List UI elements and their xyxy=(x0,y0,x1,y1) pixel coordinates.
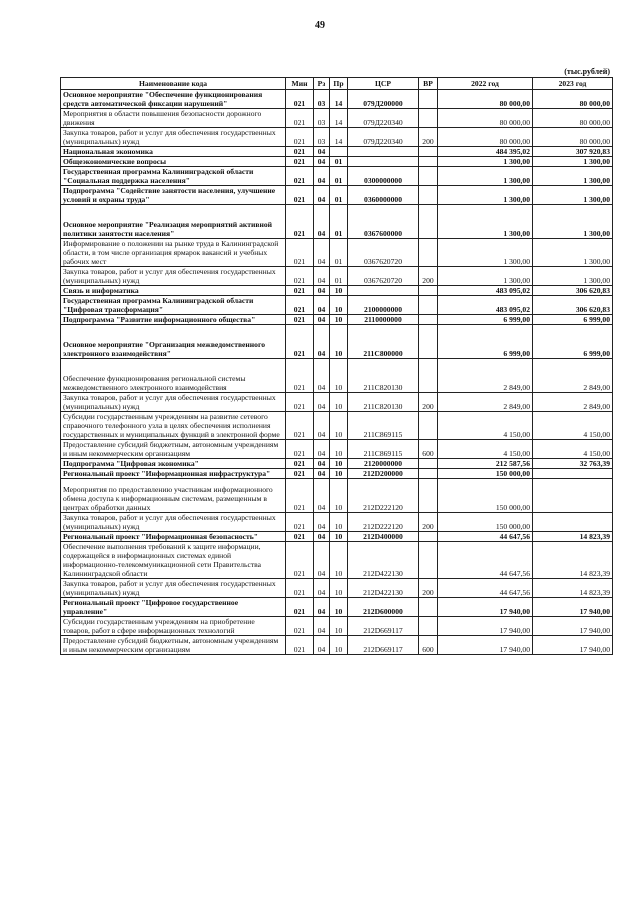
cell-vr: 600 xyxy=(419,440,438,459)
units-label: (тыс.рублей) xyxy=(564,67,610,76)
cell-rz: 04 xyxy=(314,579,330,598)
cell-name: Региональный проект "Информационная безопасность" xyxy=(61,532,286,542)
cell-2022: 1 300,00 xyxy=(438,239,533,267)
cell-min: 021 xyxy=(286,286,314,296)
cell-rz: 04 xyxy=(314,412,330,440)
cell-vr: 200 xyxy=(419,579,438,598)
cell-name: Подпрограмма "Содействие занятости населения, улучшение условий и охраны труда" xyxy=(61,186,286,205)
cell-rz: 04 xyxy=(314,636,330,655)
cell-2022: 6 999,00 xyxy=(438,325,533,359)
cell-csr: 212D222120 xyxy=(348,479,419,513)
cell-2023: 6 999,00 xyxy=(533,325,613,359)
cell-pr: 10 xyxy=(330,542,348,579)
cell-min: 021 xyxy=(286,598,314,617)
cell-pr: 14 xyxy=(330,109,348,128)
cell-vr xyxy=(419,147,438,157)
cell-csr: 212D669117 xyxy=(348,636,419,655)
header-2022: 2022 год xyxy=(438,78,533,90)
table-row xyxy=(61,267,613,286)
cell-pr: 10 xyxy=(330,325,348,359)
cell-vr xyxy=(419,617,438,636)
cell-csr: 211С820130 xyxy=(348,359,419,393)
cell-name: Общеэкономические вопросы xyxy=(61,157,286,167)
cell-csr: 212D669117 xyxy=(348,617,419,636)
table-row xyxy=(61,542,613,579)
cell-csr: 2100000000 xyxy=(348,296,419,315)
cell-min: 021 xyxy=(286,267,314,286)
cell-name: Закупка товаров, работ и услуг для обеспечения государственных (муниципальных) нужд xyxy=(61,128,286,147)
cell-vr: 200 xyxy=(419,393,438,412)
cell-pr: 10 xyxy=(330,412,348,440)
table-row xyxy=(61,636,613,655)
cell-2022: 44 647,56 xyxy=(438,579,533,598)
cell-rz: 04 xyxy=(314,239,330,267)
cell-rz: 04 xyxy=(314,479,330,513)
cell-name: Закупка товаров, работ и услуг для обеспечения государственных (муниципальных) нужд xyxy=(61,393,286,412)
cell-pr: 10 xyxy=(330,469,348,479)
cell-min: 021 xyxy=(286,296,314,315)
cell-csr: 0367600000 xyxy=(348,205,419,239)
cell-csr: 212D222120 xyxy=(348,513,419,532)
cell-vr xyxy=(419,239,438,267)
table-row xyxy=(61,479,613,513)
cell-2022: 483 095,02 xyxy=(438,296,533,315)
cell-rz: 04 xyxy=(314,617,330,636)
cell-2022: 1 300,00 xyxy=(438,167,533,186)
cell-2023: 14 823,39 xyxy=(533,532,613,542)
cell-2023: 14 823,39 xyxy=(533,579,613,598)
cell-min: 021 xyxy=(286,542,314,579)
header-name: Наименование кода xyxy=(61,78,286,90)
cell-min: 021 xyxy=(286,412,314,440)
cell-pr: 10 xyxy=(330,315,348,325)
cell-2022: 80 000,00 xyxy=(438,128,533,147)
header-2023: 2023 год xyxy=(533,78,613,90)
cell-min: 021 xyxy=(286,325,314,359)
table-row xyxy=(61,186,613,205)
cell-rz: 04 xyxy=(314,147,330,157)
cell-csr: 079Д200000 xyxy=(348,90,419,109)
cell-min: 021 xyxy=(286,532,314,542)
cell-pr: 01 xyxy=(330,167,348,186)
cell-2023: 2 849,00 xyxy=(533,359,613,393)
cell-pr xyxy=(330,147,348,157)
cell-csr: 212D422130 xyxy=(348,542,419,579)
cell-csr: 0367620720 xyxy=(348,267,419,286)
cell-2023: 14 823,39 xyxy=(533,542,613,579)
cell-rz: 04 xyxy=(314,296,330,315)
cell-rz: 04 xyxy=(314,393,330,412)
cell-vr xyxy=(419,205,438,239)
cell-2023 xyxy=(533,479,613,513)
cell-csr: 0367620720 xyxy=(348,239,419,267)
cell-csr: 2110000000 xyxy=(348,315,419,325)
cell-2022: 150 000,00 xyxy=(438,479,533,513)
cell-name: Основное мероприятие "Обеспечение функционирования средств автоматической фиксации нарушений" xyxy=(61,90,286,109)
cell-vr xyxy=(419,469,438,479)
cell-min: 021 xyxy=(286,147,314,157)
cell-2023: 4 150,00 xyxy=(533,412,613,440)
cell-name: Обеспечение функционирования региональной системы межведомственного электронного взаимодействия xyxy=(61,359,286,393)
header-pr: Пр xyxy=(330,78,348,90)
cell-min: 021 xyxy=(286,167,314,186)
cell-csr: 0360000000 xyxy=(348,186,419,205)
table-row xyxy=(61,440,613,459)
cell-rz: 04 xyxy=(314,157,330,167)
table-row xyxy=(61,286,613,296)
cell-name: Обеспечение выполнения требований к защите информации, содержащейся в информационных системах единой информационно-телекоммуникационной сети Правительства Калининградской области xyxy=(61,542,286,579)
cell-rz: 04 xyxy=(314,598,330,617)
cell-2022: 2 849,00 xyxy=(438,359,533,393)
cell-csr: 211С800000 xyxy=(348,325,419,359)
cell-pr: 10 xyxy=(330,393,348,412)
cell-name: Национальная экономика xyxy=(61,147,286,157)
cell-2022: 2 849,00 xyxy=(438,393,533,412)
cell-csr xyxy=(348,147,419,157)
cell-min: 021 xyxy=(286,579,314,598)
cell-2022: 44 647,56 xyxy=(438,542,533,579)
cell-rz: 04 xyxy=(314,286,330,296)
cell-2022: 483 095,02 xyxy=(438,286,533,296)
cell-2023: 17 940,00 xyxy=(533,636,613,655)
cell-min: 021 xyxy=(286,359,314,393)
cell-name: Региональный проект "Цифровое государственное управление" xyxy=(61,598,286,617)
cell-min: 021 xyxy=(286,459,314,469)
cell-vr xyxy=(419,412,438,440)
cell-csr: 0300000000 xyxy=(348,167,419,186)
cell-rz: 04 xyxy=(314,359,330,393)
cell-rz: 04 xyxy=(314,542,330,579)
cell-min: 021 xyxy=(286,440,314,459)
cell-csr: 212D422130 xyxy=(348,579,419,598)
cell-2022: 17 940,00 xyxy=(438,636,533,655)
cell-2023 xyxy=(533,469,613,479)
cell-pr: 14 xyxy=(330,90,348,109)
cell-name: Предоставление субсидий бюджетным, автономным учреждениям и иным некоммерческим организациям xyxy=(61,440,286,459)
cell-rz: 03 xyxy=(314,90,330,109)
table-row xyxy=(61,359,613,393)
cell-csr: 079Д220340 xyxy=(348,128,419,147)
cell-2022: 4 150,00 xyxy=(438,440,533,459)
cell-2023: 6 999,00 xyxy=(533,315,613,325)
table-row xyxy=(61,90,613,109)
cell-name: Государственная программа Калининградской области "Цифровая трансформация" xyxy=(61,296,286,315)
cell-2023: 1 300,00 xyxy=(533,239,613,267)
cell-rz: 04 xyxy=(314,325,330,359)
cell-min: 021 xyxy=(286,513,314,532)
cell-vr xyxy=(419,359,438,393)
cell-2023 xyxy=(533,513,613,532)
cell-2022: 17 940,00 xyxy=(438,598,533,617)
cell-vr xyxy=(419,532,438,542)
table-row xyxy=(61,325,613,359)
cell-min: 021 xyxy=(286,636,314,655)
table-row xyxy=(61,598,613,617)
cell-min: 021 xyxy=(286,479,314,513)
cell-min: 021 xyxy=(286,109,314,128)
cell-csr: 079Д220340 xyxy=(348,109,419,128)
cell-pr: 10 xyxy=(330,617,348,636)
cell-pr: 14 xyxy=(330,128,348,147)
cell-pr: 10 xyxy=(330,513,348,532)
cell-vr xyxy=(419,479,438,513)
cell-name: Закупка товаров, работ и услуг для обеспечения государственных (муниципальных) нужд xyxy=(61,267,286,286)
table-row xyxy=(61,315,613,325)
cell-min: 021 xyxy=(286,157,314,167)
cell-min: 021 xyxy=(286,186,314,205)
cell-name: Основное мероприятие "Организация межведомственного электронного взаимодействия" xyxy=(61,325,286,359)
cell-name: Субсидии государственным учреждениям на приобретение товаров, работ в сфере информационных технологий xyxy=(61,617,286,636)
cell-pr: 01 xyxy=(330,267,348,286)
cell-2023: 1 300,00 xyxy=(533,186,613,205)
cell-rz: 04 xyxy=(314,459,330,469)
table-row xyxy=(61,205,613,239)
cell-name: Информирование о положении на рынке труда в Калининградской области, в том числе организация ярмарок вакансий и учебных рабочих мест xyxy=(61,239,286,267)
cell-pr: 10 xyxy=(330,359,348,393)
cell-2023: 1 300,00 xyxy=(533,157,613,167)
cell-min: 021 xyxy=(286,469,314,479)
cell-2022: 484 395,02 xyxy=(438,147,533,157)
cell-name: Государственная программа Калининградской области "Социальная поддержка населения" xyxy=(61,167,286,186)
header-min: Мин xyxy=(286,78,314,90)
cell-2023: 1 300,00 xyxy=(533,267,613,286)
cell-2023: 80 000,00 xyxy=(533,109,613,128)
table-row xyxy=(61,167,613,186)
header-csr: ЦСР xyxy=(348,78,419,90)
header-vr: ВР xyxy=(419,78,438,90)
table-row xyxy=(61,157,613,167)
cell-csr: 212D200000 xyxy=(348,469,419,479)
cell-rz: 03 xyxy=(314,128,330,147)
cell-pr: 10 xyxy=(330,598,348,617)
cell-rz: 04 xyxy=(314,315,330,325)
table-row xyxy=(61,412,613,440)
cell-vr xyxy=(419,598,438,617)
table-row xyxy=(61,109,613,128)
table-body xyxy=(61,90,613,655)
cell-2023: 1 300,00 xyxy=(533,205,613,239)
cell-name: Связь и информатика xyxy=(61,286,286,296)
cell-csr xyxy=(348,157,419,167)
cell-2022: 150 000,00 xyxy=(438,513,533,532)
cell-rz: 04 xyxy=(314,513,330,532)
table-row xyxy=(61,617,613,636)
cell-vr: 200 xyxy=(419,513,438,532)
cell-min: 021 xyxy=(286,239,314,267)
cell-vr xyxy=(419,90,438,109)
cell-name: Закупка товаров, работ и услуг для обеспечения государственных (муниципальных) нужд xyxy=(61,579,286,598)
cell-csr: 212D600000 xyxy=(348,598,419,617)
budget-table xyxy=(60,77,613,655)
cell-pr: 01 xyxy=(330,239,348,267)
cell-2023: 32 763,39 xyxy=(533,459,613,469)
cell-2023: 80 000,00 xyxy=(533,90,613,109)
cell-rz: 03 xyxy=(314,109,330,128)
cell-2022: 17 940,00 xyxy=(438,617,533,636)
cell-2022: 44 647,56 xyxy=(438,532,533,542)
table-row xyxy=(61,147,613,157)
cell-2022: 4 150,00 xyxy=(438,412,533,440)
cell-rz: 04 xyxy=(314,267,330,286)
cell-2022: 212 587,56 xyxy=(438,459,533,469)
table-row xyxy=(61,459,613,469)
cell-vr xyxy=(419,109,438,128)
cell-2023: 307 920,83 xyxy=(533,147,613,157)
cell-vr xyxy=(419,167,438,186)
cell-pr: 10 xyxy=(330,440,348,459)
cell-vr xyxy=(419,325,438,359)
cell-vr xyxy=(419,315,438,325)
cell-name: Субсидии государственным учреждениям на развитие сетевого справочного телефонного узла в целях обеспечения исполнения государственных и муниципальных функций в электронной форме xyxy=(61,412,286,440)
cell-2022: 1 300,00 xyxy=(438,205,533,239)
cell-2022: 80 000,00 xyxy=(438,90,533,109)
cell-name: Региональный проект "Информационная инфраструктура" xyxy=(61,469,286,479)
cell-2022: 150 000,00 xyxy=(438,469,533,479)
cell-vr xyxy=(419,459,438,469)
table-row xyxy=(61,296,613,315)
cell-name: Подпрограмма "Развитие информационного общества" xyxy=(61,315,286,325)
table-row xyxy=(61,239,613,267)
cell-min: 021 xyxy=(286,617,314,636)
cell-2023: 1 300,00 xyxy=(533,167,613,186)
cell-2022: 6 999,00 xyxy=(438,315,533,325)
cell-pr: 10 xyxy=(330,579,348,598)
cell-csr: 2120000000 xyxy=(348,459,419,469)
cell-pr: 10 xyxy=(330,636,348,655)
cell-2023: 17 940,00 xyxy=(533,598,613,617)
cell-2023: 4 150,00 xyxy=(533,440,613,459)
cell-csr: 212D400000 xyxy=(348,532,419,542)
cell-pr: 10 xyxy=(330,479,348,513)
cell-csr xyxy=(348,286,419,296)
table-row xyxy=(61,469,613,479)
cell-name: Закупка товаров, работ и услуг для обеспечения государственных (муниципальных) нужд xyxy=(61,513,286,532)
cell-vr: 200 xyxy=(419,128,438,147)
cell-pr: 10 xyxy=(330,459,348,469)
cell-name: Подпрограмма "Цифровая экономика" xyxy=(61,459,286,469)
cell-csr: 211С820130 xyxy=(348,393,419,412)
cell-2023: 80 000,00 xyxy=(533,128,613,147)
cell-min: 021 xyxy=(286,205,314,239)
cell-name: Основное мероприятие "Реализация мероприятий активной политики занятости населения" xyxy=(61,205,286,239)
cell-min: 021 xyxy=(286,90,314,109)
cell-2022: 1 300,00 xyxy=(438,267,533,286)
cell-vr xyxy=(419,296,438,315)
cell-vr xyxy=(419,542,438,579)
cell-name: Предоставление субсидий бюджетным, автономным учреждениям и иным некоммерческим организациям xyxy=(61,636,286,655)
cell-vr: 600 xyxy=(419,636,438,655)
cell-rz: 04 xyxy=(314,440,330,459)
table-row xyxy=(61,513,613,532)
cell-rz: 04 xyxy=(314,167,330,186)
cell-2023: 17 940,00 xyxy=(533,617,613,636)
cell-pr: 01 xyxy=(330,186,348,205)
cell-2023: 306 620,83 xyxy=(533,296,613,315)
cell-vr xyxy=(419,186,438,205)
table-row xyxy=(61,532,613,542)
cell-min: 021 xyxy=(286,128,314,147)
cell-vr xyxy=(419,286,438,296)
cell-name: Мероприятия в области повышения безопасности дорожного движения xyxy=(61,109,286,128)
cell-pr: 10 xyxy=(330,286,348,296)
cell-min: 021 xyxy=(286,315,314,325)
cell-pr: 01 xyxy=(330,205,348,239)
table-row xyxy=(61,128,613,147)
cell-2023: 2 849,00 xyxy=(533,393,613,412)
cell-rz: 04 xyxy=(314,469,330,479)
page-number: 49 xyxy=(315,20,325,31)
table-header-row xyxy=(61,78,613,90)
cell-rz: 04 xyxy=(314,532,330,542)
cell-name: Мероприятия по предоставлению участникам информационного обмена доступа к информационным системам, размещенным в центрах обработки данных xyxy=(61,479,286,513)
cell-pr: 01 xyxy=(330,157,348,167)
cell-pr: 10 xyxy=(330,532,348,542)
cell-2022: 80 000,00 xyxy=(438,109,533,128)
cell-csr: 211С869115 xyxy=(348,440,419,459)
table-row xyxy=(61,393,613,412)
header-rz: Рз xyxy=(314,78,330,90)
cell-vr xyxy=(419,157,438,167)
cell-min: 021 xyxy=(286,393,314,412)
table-row xyxy=(61,579,613,598)
cell-vr: 200 xyxy=(419,267,438,286)
cell-2022: 1 300,00 xyxy=(438,157,533,167)
cell-pr: 10 xyxy=(330,296,348,315)
cell-csr: 211С869115 xyxy=(348,412,419,440)
cell-rz: 04 xyxy=(314,186,330,205)
cell-2023: 306 620,83 xyxy=(533,286,613,296)
cell-rz: 04 xyxy=(314,205,330,239)
cell-2022: 1 300,00 xyxy=(438,186,533,205)
